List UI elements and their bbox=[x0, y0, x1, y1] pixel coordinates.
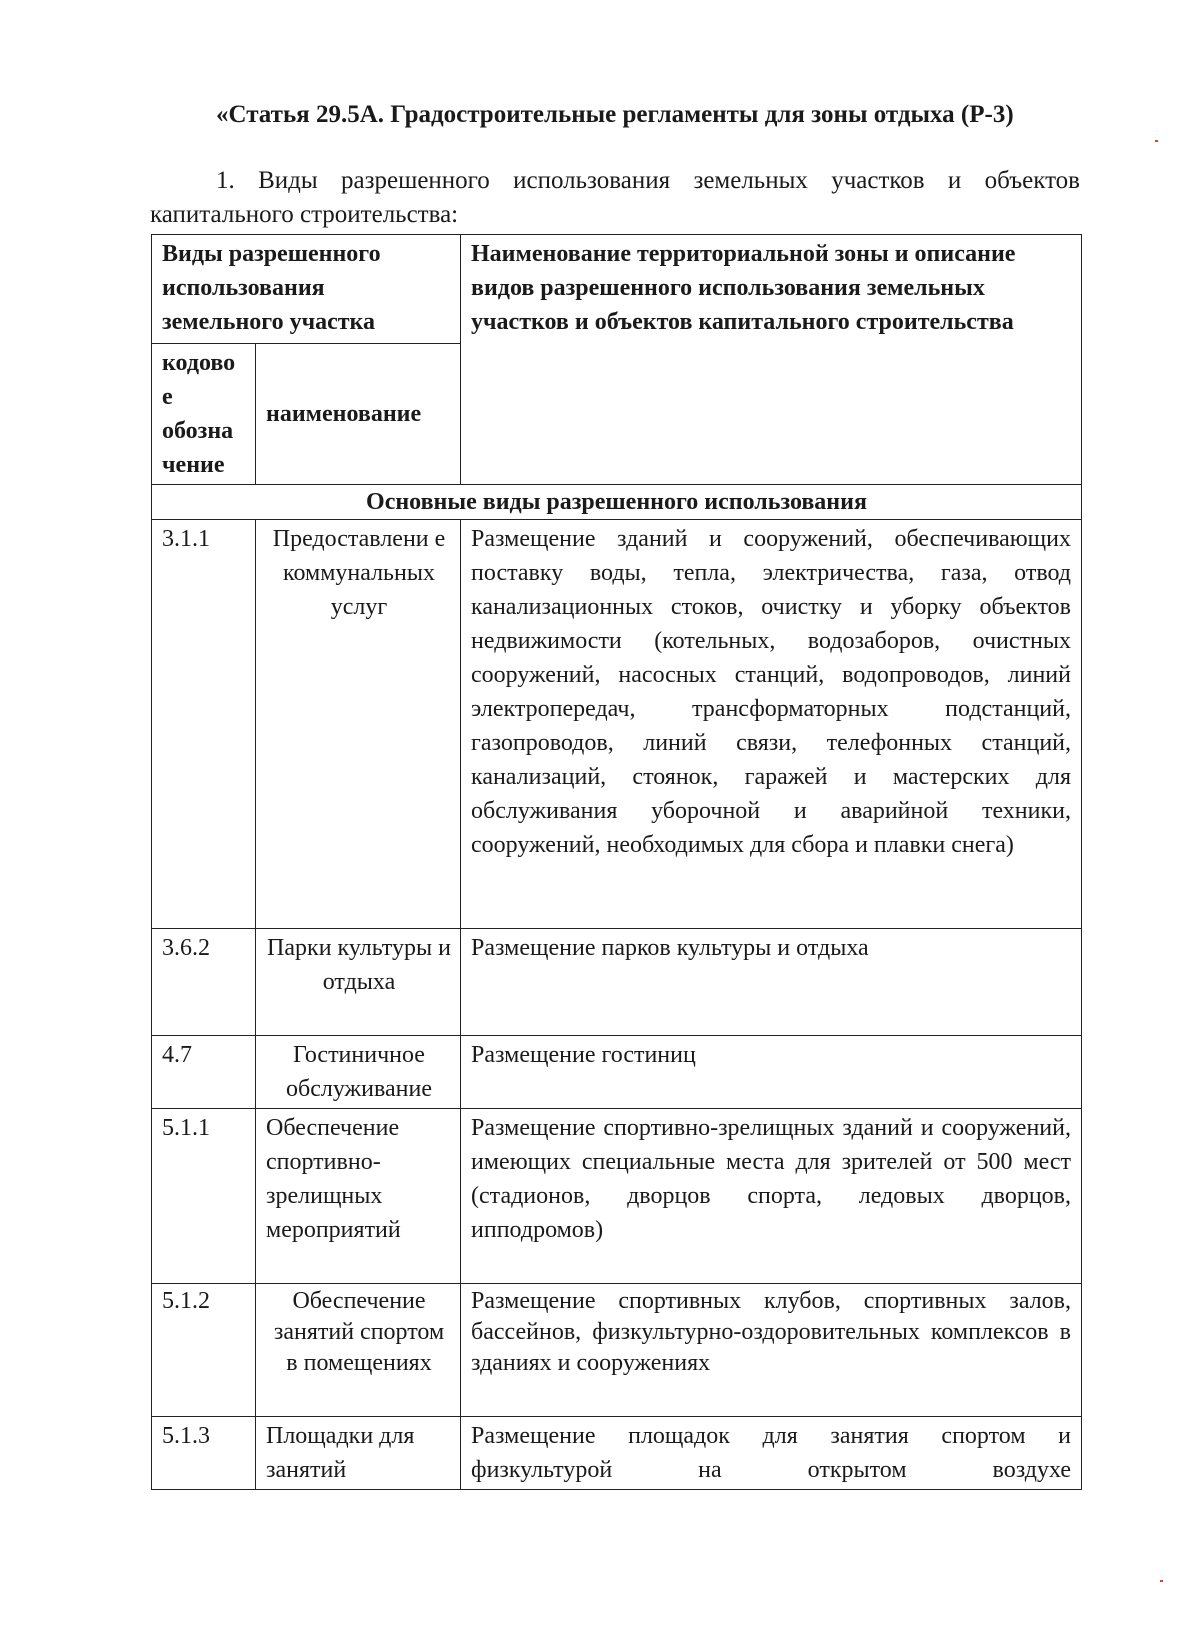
row-description: Размещение спортивных клубов, спортивных залов, бассейнов, физкультурно-оздоровительных комплексов в зданиях и сооружениях bbox=[461, 1284, 1082, 1417]
row-code: 5.1.1 bbox=[152, 1109, 256, 1284]
scan-speck bbox=[1155, 140, 1158, 142]
article-heading: «Статья 29.5А. Градостроительные регламенты для зоны отдыха (Р-3) bbox=[216, 101, 1014, 128]
row-description: Размещение площадок для занятия спортом и физкультурой на открытом воздухе bbox=[461, 1417, 1082, 1490]
table-row bbox=[152, 520, 1082, 929]
intro-paragraph: 1. Виды разрешенного использования земельных участков и объектов капитального строительства: bbox=[150, 167, 1080, 228]
table-row bbox=[152, 1417, 1082, 1490]
row-code: 5.1.3 bbox=[152, 1417, 256, 1490]
section-main-uses: Основные виды разрешенного использования bbox=[152, 485, 1082, 520]
row-name: Обеспечение занятий спортом в помещениях bbox=[256, 1284, 461, 1417]
header-name-cell: наименование bbox=[256, 344, 461, 485]
table-row bbox=[152, 1036, 1082, 1109]
row-description: Размещение парков культуры и отдыха bbox=[461, 929, 1082, 1036]
row-description: Размещение гостиниц bbox=[461, 1036, 1082, 1109]
table-row bbox=[152, 1284, 1082, 1417]
row-name: Площадки для занятий bbox=[256, 1417, 461, 1490]
row-code: 5.1.2 bbox=[152, 1284, 256, 1417]
row-code: 3.6.2 bbox=[152, 929, 256, 1036]
row-code: 4.7 bbox=[152, 1036, 256, 1109]
header-description-cell: Наименование территориальной зоны и описание видов разрешенного использования земельных участков и объектов капитального строительства bbox=[461, 235, 1082, 485]
header-group-cell: Виды разрешенного использования земельного участка bbox=[152, 235, 461, 344]
scan-speck bbox=[1160, 1580, 1163, 1582]
table-row bbox=[152, 929, 1082, 1036]
header-code-cell: кодово е обозна чение bbox=[152, 344, 256, 485]
row-name: Гостиничное обслуживание bbox=[256, 1036, 461, 1109]
row-code: 3.1.1 bbox=[152, 520, 256, 929]
row-name: Обеспечение спортивно-зрелищных мероприятий bbox=[256, 1109, 461, 1284]
table-row bbox=[152, 1109, 1082, 1284]
row-name: Парки культуры и отдыха bbox=[256, 929, 461, 1036]
row-description: Размещение зданий и сооружений, обеспечивающих поставку воды, тепла, электричества, газа, отвод канализационных стоков, очистку и уборку объектов недвижимости (котельных, водозаборов, очистных сооружений, насосных станций, водопроводов, линий электропередач, трансформаторных подстанций, газопроводов, линий связи, телефонных станций, канализаций, стоянок, гаражей и мастерских для обслуживания уборочной и аварийной техники, сооружений, необходимых для сбора и плавки снега) bbox=[461, 520, 1082, 929]
row-description: Размещение спортивно-зрелищных зданий и сооружений, имеющих специальные места для зрителей от 500 мест (стадионов, дворцов спорта, ледовых дворцов, ипподромов) bbox=[461, 1109, 1082, 1284]
row-name: Предоставлени е коммунальных услуг bbox=[256, 520, 461, 929]
regulations-table bbox=[151, 234, 1082, 1490]
